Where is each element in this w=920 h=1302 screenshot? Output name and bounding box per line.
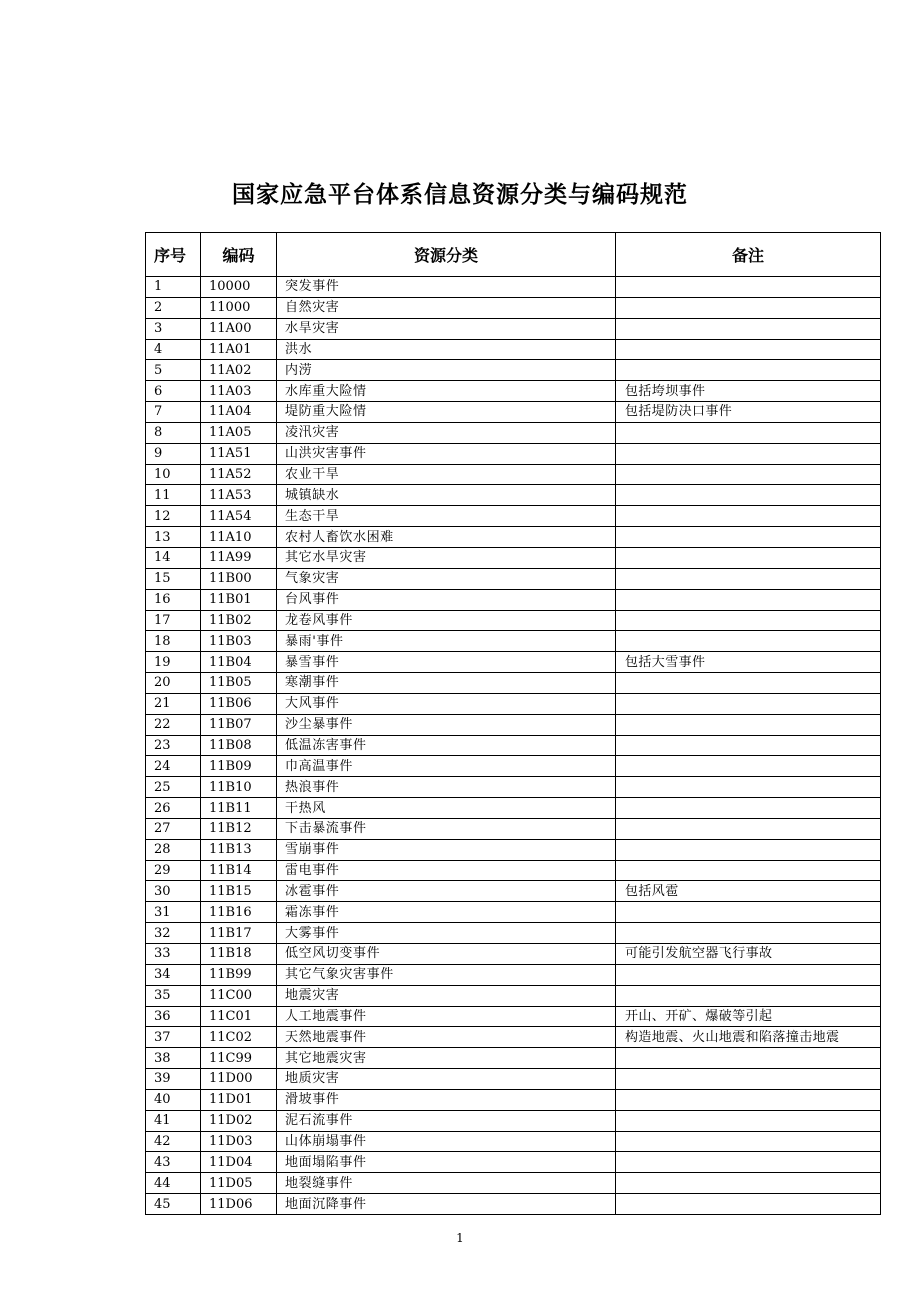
cell-code: 11C01 xyxy=(201,1006,277,1027)
cell-note xyxy=(616,297,881,318)
header-note: 备注 xyxy=(616,233,881,277)
cell-category: 其它水旱灾害 xyxy=(277,547,616,568)
cell-category: 冰雹事件 xyxy=(277,881,616,902)
table-row xyxy=(146,464,881,485)
cell-note xyxy=(616,985,881,1006)
cell-note xyxy=(616,422,881,443)
cell-code: 11B11 xyxy=(201,798,277,819)
cell-code: 11B04 xyxy=(201,652,277,673)
cell-seq: 8 xyxy=(146,422,201,443)
cell-code: 11B05 xyxy=(201,673,277,694)
cell-code: 11A05 xyxy=(201,422,277,443)
cell-code: 11B01 xyxy=(201,589,277,610)
cell-code: 11D01 xyxy=(201,1089,277,1110)
table-row xyxy=(146,652,881,673)
cell-code: 11A03 xyxy=(201,381,277,402)
cell-category: 地质灾害 xyxy=(277,1069,616,1090)
cell-note: 可能引发航空器飞行事故 xyxy=(616,944,881,965)
cell-note: 开山、开矿、爆破等引起 xyxy=(616,1006,881,1027)
cell-seq: 27 xyxy=(146,818,201,839)
table-row xyxy=(146,297,881,318)
cell-note: 包括风雹 xyxy=(616,881,881,902)
table-row xyxy=(146,610,881,631)
cell-code: 10000 xyxy=(201,277,277,298)
table-row xyxy=(146,422,881,443)
table-row xyxy=(146,589,881,610)
cell-seq: 9 xyxy=(146,443,201,464)
cell-seq: 42 xyxy=(146,1131,201,1152)
table-row xyxy=(146,839,881,860)
cell-seq: 43 xyxy=(146,1152,201,1173)
cell-seq: 35 xyxy=(146,985,201,1006)
cell-category: 霜冻事件 xyxy=(277,902,616,923)
table-row xyxy=(146,1173,881,1194)
cell-note xyxy=(616,1152,881,1173)
header-seq: 序号 xyxy=(146,233,201,277)
cell-code: 11000 xyxy=(201,297,277,318)
table-row xyxy=(146,318,881,339)
cell-seq: 22 xyxy=(146,714,201,735)
cell-code: 11B14 xyxy=(201,860,277,881)
header-code: 编码 xyxy=(201,233,277,277)
cell-seq: 12 xyxy=(146,506,201,527)
table-row xyxy=(146,402,881,423)
cell-note: 包括堤防决口事件 xyxy=(616,402,881,423)
classification-table xyxy=(145,232,881,1215)
cell-category: 自然灾害 xyxy=(277,297,616,318)
cell-note xyxy=(616,798,881,819)
cell-seq: 28 xyxy=(146,839,201,860)
cell-note xyxy=(616,485,881,506)
table-row xyxy=(146,506,881,527)
cell-code: 11A00 xyxy=(201,318,277,339)
cell-note xyxy=(616,506,881,527)
table-row xyxy=(146,527,881,548)
table-row xyxy=(146,693,881,714)
cell-note: 包括大雪事件 xyxy=(616,652,881,673)
cell-category: 龙卷风事件 xyxy=(277,610,616,631)
cell-code: 11B09 xyxy=(201,756,277,777)
cell-category: 地震灾害 xyxy=(277,985,616,1006)
cell-seq: 44 xyxy=(146,1173,201,1194)
cell-seq: 40 xyxy=(146,1089,201,1110)
cell-category: 洪水 xyxy=(277,339,616,360)
cell-category: 其它地震灾害 xyxy=(277,1048,616,1069)
cell-note xyxy=(616,735,881,756)
cell-code: 11A01 xyxy=(201,339,277,360)
cell-category: 干热风 xyxy=(277,798,616,819)
table-row xyxy=(146,923,881,944)
cell-code: 11C99 xyxy=(201,1048,277,1069)
table-row xyxy=(146,631,881,652)
table-row xyxy=(146,1027,881,1048)
table-row xyxy=(146,735,881,756)
table-row xyxy=(146,547,881,568)
cell-code: 11A52 xyxy=(201,464,277,485)
cell-code: 11B16 xyxy=(201,902,277,923)
table-row xyxy=(146,1089,881,1110)
cell-note xyxy=(616,818,881,839)
cell-note xyxy=(616,860,881,881)
table-row xyxy=(146,443,881,464)
cell-seq: 19 xyxy=(146,652,201,673)
cell-note xyxy=(616,1069,881,1090)
table-row xyxy=(146,1006,881,1027)
cell-category: 低空风切变事件 xyxy=(277,944,616,965)
table-header-row xyxy=(146,233,881,277)
table-row xyxy=(146,860,881,881)
cell-category: 农村人畜饮水困难 xyxy=(277,527,616,548)
cell-category: 其它气象灾害事件 xyxy=(277,964,616,985)
cell-category: 沙尘暴事件 xyxy=(277,714,616,735)
cell-seq: 7 xyxy=(146,402,201,423)
cell-note xyxy=(616,589,881,610)
cell-note xyxy=(616,923,881,944)
cell-category: 地面塌陷事件 xyxy=(277,1152,616,1173)
cell-note xyxy=(616,631,881,652)
cell-seq: 2 xyxy=(146,297,201,318)
cell-seq: 41 xyxy=(146,1110,201,1131)
cell-code: 11A99 xyxy=(201,547,277,568)
cell-code: 11D03 xyxy=(201,1131,277,1152)
cell-seq: 33 xyxy=(146,944,201,965)
cell-category: 暴雪事件 xyxy=(277,652,616,673)
cell-seq: 37 xyxy=(146,1027,201,1048)
cell-seq: 25 xyxy=(146,777,201,798)
cell-seq: 15 xyxy=(146,568,201,589)
table-row xyxy=(146,1110,881,1131)
cell-code: 11C00 xyxy=(201,985,277,1006)
table-row xyxy=(146,881,881,902)
cell-code: 11A53 xyxy=(201,485,277,506)
table-row xyxy=(146,756,881,777)
cell-seq: 21 xyxy=(146,693,201,714)
cell-code: 11B15 xyxy=(201,881,277,902)
table-row xyxy=(146,944,881,965)
cell-seq: 10 xyxy=(146,464,201,485)
cell-note xyxy=(616,693,881,714)
cell-code: 11B02 xyxy=(201,610,277,631)
cell-category: 气象灾害 xyxy=(277,568,616,589)
cell-code: 11A04 xyxy=(201,402,277,423)
cell-note xyxy=(616,1131,881,1152)
cell-code: 11A51 xyxy=(201,443,277,464)
table-row xyxy=(146,568,881,589)
cell-seq: 31 xyxy=(146,902,201,923)
cell-seq: 24 xyxy=(146,756,201,777)
cell-code: 11D04 xyxy=(201,1152,277,1173)
table-row xyxy=(146,339,881,360)
table-row xyxy=(146,1048,881,1069)
cell-code: 11B18 xyxy=(201,944,277,965)
table-row xyxy=(146,277,881,298)
cell-note xyxy=(616,839,881,860)
cell-code: 11A02 xyxy=(201,360,277,381)
cell-note xyxy=(616,964,881,985)
cell-code: 11D00 xyxy=(201,1069,277,1090)
header-category: 资源分类 xyxy=(277,233,616,277)
cell-seq: 16 xyxy=(146,589,201,610)
cell-category: 泥石流事件 xyxy=(277,1110,616,1131)
cell-seq: 38 xyxy=(146,1048,201,1069)
cell-code: 11D06 xyxy=(201,1194,277,1215)
cell-note xyxy=(616,360,881,381)
cell-category: 暴雨'事件 xyxy=(277,631,616,652)
cell-note xyxy=(616,464,881,485)
table-row xyxy=(146,798,881,819)
cell-note xyxy=(616,1089,881,1110)
cell-category: 生态干旱 xyxy=(277,506,616,527)
cell-code: 11B13 xyxy=(201,839,277,860)
cell-category: 农业干旱 xyxy=(277,464,616,485)
cell-category: 城镇缺水 xyxy=(277,485,616,506)
cell-code: 11B00 xyxy=(201,568,277,589)
table-row xyxy=(146,1194,881,1215)
cell-code: 11B10 xyxy=(201,777,277,798)
cell-note xyxy=(616,1048,881,1069)
cell-seq: 1 xyxy=(146,277,201,298)
cell-category: 寒潮事件 xyxy=(277,673,616,694)
cell-seq: 20 xyxy=(146,673,201,694)
cell-code: 11B08 xyxy=(201,735,277,756)
cell-note: 包括垮坝事件 xyxy=(616,381,881,402)
cell-seq: 3 xyxy=(146,318,201,339)
cell-seq: 13 xyxy=(146,527,201,548)
table-row xyxy=(146,985,881,1006)
table-row xyxy=(146,902,881,923)
cell-category: 内涝 xyxy=(277,360,616,381)
cell-category: 地面沉降事件 xyxy=(277,1194,616,1215)
table-body xyxy=(146,277,881,1215)
cell-code: 11B12 xyxy=(201,818,277,839)
cell-code: 11D05 xyxy=(201,1173,277,1194)
table-row xyxy=(146,1069,881,1090)
cell-category: 台风事件 xyxy=(277,589,616,610)
cell-seq: 39 xyxy=(146,1069,201,1090)
table-row xyxy=(146,777,881,798)
cell-seq: 32 xyxy=(146,923,201,944)
cell-category: 凌汛灾害 xyxy=(277,422,616,443)
cell-code: 11C02 xyxy=(201,1027,277,1048)
cell-category: 大风事件 xyxy=(277,693,616,714)
table-row xyxy=(146,1131,881,1152)
cell-seq: 4 xyxy=(146,339,201,360)
cell-code: 11B17 xyxy=(201,923,277,944)
cell-category: 堤防重大险情 xyxy=(277,402,616,423)
cell-category: 地裂缝事件 xyxy=(277,1173,616,1194)
cell-category: 水库重大险情 xyxy=(277,381,616,402)
page-number: 1 xyxy=(456,1231,464,1245)
table-row xyxy=(146,1152,881,1173)
cell-category: 下击暴流事件 xyxy=(277,818,616,839)
cell-note xyxy=(616,443,881,464)
cell-category: 突发事件 xyxy=(277,277,616,298)
cell-seq: 30 xyxy=(146,881,201,902)
cell-note xyxy=(616,610,881,631)
table-row xyxy=(146,673,881,694)
cell-code: 11B07 xyxy=(201,714,277,735)
cell-code: 11B03 xyxy=(201,631,277,652)
cell-category: 热浪事件 xyxy=(277,777,616,798)
cell-note: 构造地震、火山地震和陷落撞击地震 xyxy=(616,1027,881,1048)
cell-note xyxy=(616,1173,881,1194)
cell-category: 山体崩塌事件 xyxy=(277,1131,616,1152)
cell-seq: 18 xyxy=(146,631,201,652)
cell-note xyxy=(616,756,881,777)
cell-code: 11B99 xyxy=(201,964,277,985)
table-row xyxy=(146,485,881,506)
cell-seq: 34 xyxy=(146,964,201,985)
cell-note xyxy=(616,673,881,694)
cell-category: 天然地震事件 xyxy=(277,1027,616,1048)
cell-note xyxy=(616,1110,881,1131)
cell-note xyxy=(616,277,881,298)
cell-seq: 5 xyxy=(146,360,201,381)
cell-code: 11B06 xyxy=(201,693,277,714)
table-row xyxy=(146,381,881,402)
cell-code: 11A54 xyxy=(201,506,277,527)
cell-seq: 36 xyxy=(146,1006,201,1027)
cell-category: 雪崩事件 xyxy=(277,839,616,860)
cell-note xyxy=(616,714,881,735)
cell-seq: 23 xyxy=(146,735,201,756)
cell-note xyxy=(616,777,881,798)
cell-category: 大雾事件 xyxy=(277,923,616,944)
cell-seq: 29 xyxy=(146,860,201,881)
cell-category: 水旱灾害 xyxy=(277,318,616,339)
cell-category: 巾高温事件 xyxy=(277,756,616,777)
table-row xyxy=(146,360,881,381)
cell-note xyxy=(616,547,881,568)
cell-seq: 45 xyxy=(146,1194,201,1215)
cell-code: 11A10 xyxy=(201,527,277,548)
table-row xyxy=(146,818,881,839)
table-row xyxy=(146,964,881,985)
cell-code: 11D02 xyxy=(201,1110,277,1131)
cell-note xyxy=(616,1194,881,1215)
document-title: 国家应急平台体系信息资源分类与编码规范 xyxy=(232,182,688,208)
table-row xyxy=(146,714,881,735)
cell-seq: 11 xyxy=(146,485,201,506)
cell-category: 人工地震事件 xyxy=(277,1006,616,1027)
cell-note xyxy=(616,527,881,548)
cell-category: 山洪灾害事件 xyxy=(277,443,616,464)
cell-seq: 26 xyxy=(146,798,201,819)
cell-seq: 6 xyxy=(146,381,201,402)
cell-category: 滑坡事件 xyxy=(277,1089,616,1110)
cell-category: 低温冻害事件 xyxy=(277,735,616,756)
cell-seq: 17 xyxy=(146,610,201,631)
cell-seq: 14 xyxy=(146,547,201,568)
cell-note xyxy=(616,568,881,589)
cell-note xyxy=(616,339,881,360)
cell-note xyxy=(616,902,881,923)
cell-note xyxy=(616,318,881,339)
cell-category: 雷电事件 xyxy=(277,860,616,881)
